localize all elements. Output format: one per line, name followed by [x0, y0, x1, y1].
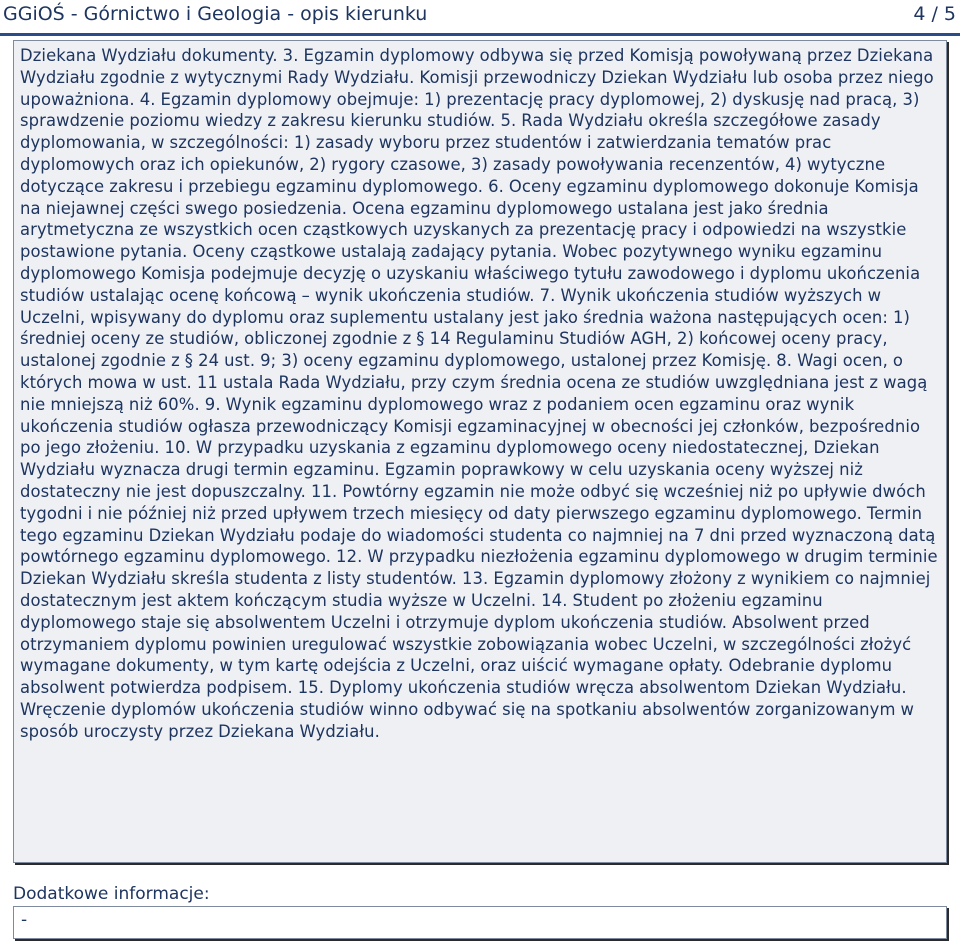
description-box — [13, 40, 947, 863]
header-divider — [0, 33, 960, 36]
page-header — [0, 0, 960, 30]
document-title: GGiOŚ - Górnictwo i Geologia - opis kierunku — [3, 3, 428, 25]
extra-info-value: - — [21, 910, 28, 930]
extra-info-label: Dodatkowe informacje: — [13, 884, 210, 904]
extra-info-box — [13, 906, 947, 939]
page-indicator: 4 / 5 — [913, 3, 956, 25]
description-text: Dziekana Wydziału dokumenty. 3. Egzamin dyplomowy odbywa się przed Komisją powoływaną przez Dziekana Wydziału zgodnie z wytycznymi Rady Wydziału. Komisji przewodniczy Dziekan Wydziału lub osoba przez niego upoważniona. 4. Egzamin dyplomowy obejmuje: 1) prezentację pracy dyplomowej, 2) dyskusję nad pracą, 3) sprawdzenie poziomu wiedzy z zakresu kierunku studiów. 5. Rada Wydziału określa szczegółowe zasady dyplomowania, w szczególności: 1) zasady wyboru przez studentów i zatwierdzania tematów prac dyplomowych oraz ich opiekunów, 2) rygory czasowe, 3) zasady powoływania recenzentów, 4) wytyczne dotyczące zakresu i przebiegu egzaminu dyplomowego. 6. Oceny egzaminu dyplomowego dokonuje Komisja na niejawnej części swego posiedzenia. Ocena egzaminu dyplomowego ustalana jest jako średnia arytmetyczna ze wszystkich ocen cząstkowych uzyskanych za prezentację pracy i odpowiedzi na wszystkie postawione pytania. Oceny cząstkowe ustalają zadający pytania. Wobec pozytywnego wyniku egzaminu dyplomowego Komisja podejmuje decyzję o uzyskaniu właściwego tytułu zawodowego i dyplomu ukończenia studiów ustalając ocenę końcową – wynik ukończenia studiów. 7. Wynik ukończenia studiów wyższych w Uczelni, wpisywany do dyplomu oraz suplementu ustalany jest jako średnia ważona następujących ocen: 1) średniej oceny ze studiów, obliczonej zgodnie z § 14 Regulaminu Studiów AGH, 2) końcowej oceny pracy, ustalonej zgodnie z § 24 ust. 9; 3) oceny egzaminu dyplomowego, ustalonej przez Komisję. 8. Wagi ocen, o których mowa w ust. 11 ustala Rada Wydziału, przy czym średnia ocena ze studiów uwzględniana jest z wagą nie mniejszą niż 60%. 9. Wynik egzaminu dyplomowego wraz z podaniem ocen egzaminu oraz wynik ukończenia studiów ogłasza przewodniczący Komisji egzaminacyjnej w obecności jej członków, bezpośrednio po jego złożeniu. 10. W przypadku uzyskania z egzaminu dyplomowego oceny niedostatecznej, Dziekan Wydziału wyznacza drugi termin egzaminu. Egzamin poprawkowy w celu uzyskania oceny wyższej niż dostateczny nie jest dopuszczalny. 11. Powtórny egzamin nie może odbyć się wcześniej niż po upływie dwóch tygodni i nie później niż przed upływem trzech miesięcy od daty pierwszego egzaminu dyplomowego. Termin tego egzaminu Dziekan Wydziału podaje do wiadomości studenta co najmniej na 7 dni przed wyznaczoną datą powtórnego egzaminu dyplomowego. 12. W przypadku niezłożenia egzaminu dyplomowego w drugim terminie Dziekan Wydziału skreśla studenta z listy studentów. 13. Egzamin dyplomowy złożony z wynikiem co najmniej dostatecznym jest aktem kończącym studia wyższe w Uczelni. 14. Student po złożeniu egzaminu dyplomowego staje się absolwentem Uczelni i otrzymuje dyplom ukończenia studiów. Absolwent przed otrzymaniem dyplomu powinien uregulować wszystkie zobowiązania wobec Uczelni, w szczególności złożyć wymagane dokumenty, w tym kartę odejścia z Uczelni, oraz uiścić wymagane opłaty. Odebranie dyplomu absolwent potwierdza podpisem. 15. Dyplomy ukończenia studiów wręcza absolwentom Dziekan Wydziału. Wręczenie dyplomów ukończenia studiów winno odbywać się na spotkaniu absolwentów zorganizowanym w sposób uroczysty przez Dziekana Wydziału. — [20, 46, 938, 741]
